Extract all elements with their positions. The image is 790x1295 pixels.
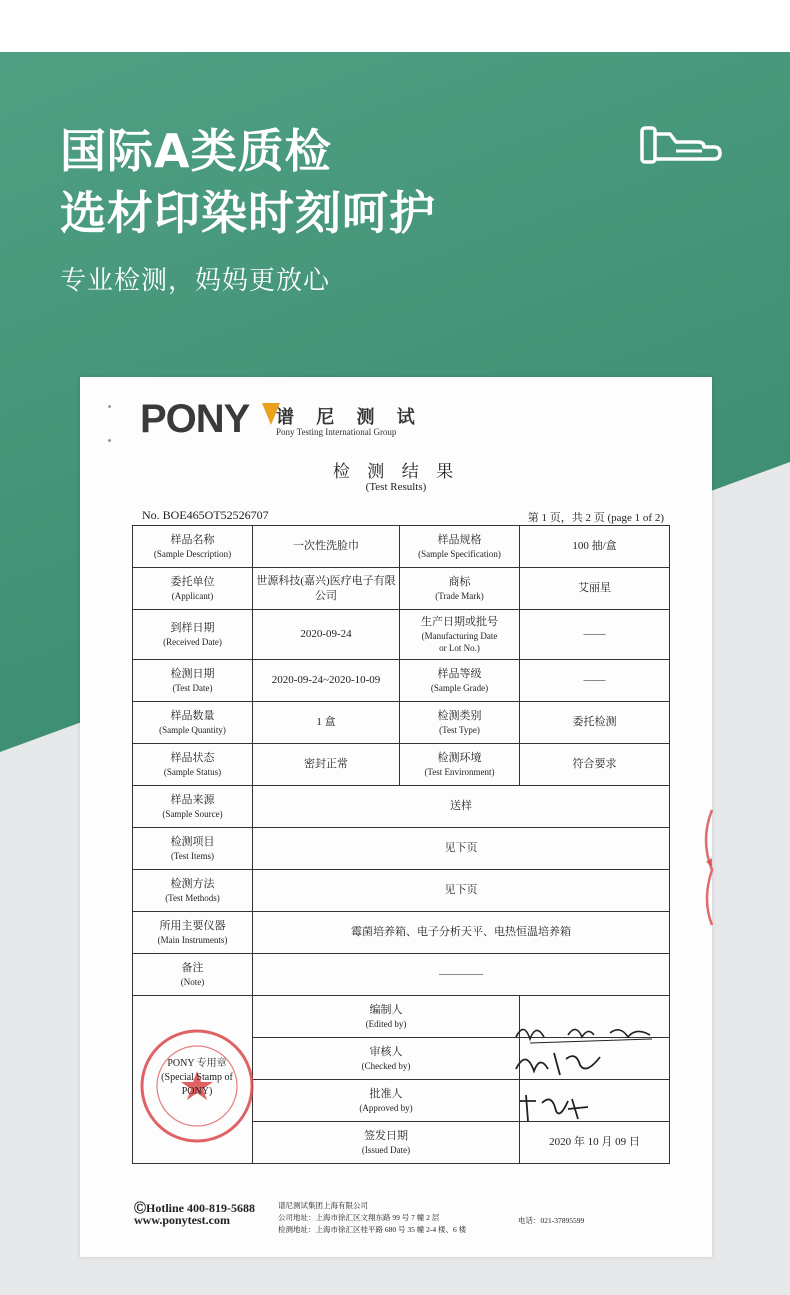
value-cell: ——	[520, 660, 670, 702]
logo-chinese-name: 谱 尼 测 试	[276, 407, 423, 428]
value-cell: 世源科技(嘉兴)医疗电子有限公司	[253, 568, 400, 610]
value-cell: 2020-09-24~2020-10-09	[253, 660, 400, 702]
table-row	[133, 870, 670, 912]
label-cell: 所用主要仪器 (Main Instruments)	[133, 912, 253, 954]
value-cell: 1 盒	[253, 702, 400, 744]
footer-hotline: ⒸHotline 400-819-5688	[134, 1201, 255, 1215]
value-cell: 见下页	[253, 870, 670, 912]
headline-line-1: 国际A类质检	[60, 124, 332, 178]
label-cell: 备注 (Note)	[133, 954, 253, 996]
hand-icon	[640, 122, 724, 170]
report-number: No. BOE465OT52526707	[142, 508, 269, 522]
report-subtitle: (Test Results)	[365, 481, 427, 493]
table-row	[133, 828, 670, 870]
value-cell: 艾丽星	[520, 568, 670, 610]
table-row	[133, 786, 670, 828]
pony-logo: PONY	[140, 397, 250, 441]
value-cell: 符合要求	[520, 744, 670, 786]
table-row	[133, 744, 670, 786]
label-cell: 签发日期 (Issued Date)	[253, 1122, 520, 1164]
table-row	[133, 954, 670, 996]
value-cell: 霉菌培养箱、电子分析天平、电热恒温培养箱	[253, 912, 670, 954]
label-cell: 批准人 (Approved by)	[253, 1080, 520, 1122]
table-row	[133, 702, 670, 744]
label-cell: 检测项目 (Test Items)	[133, 828, 253, 870]
approver-signature	[516, 1091, 596, 1123]
label-cell: 检测环境 (Test Environment)	[400, 744, 520, 786]
footer-website: www.ponytest.com	[134, 1213, 230, 1227]
logo-english-name: Pony Testing International Group	[276, 427, 397, 437]
scan-dot	[108, 439, 111, 442]
value-cell: ——	[520, 610, 670, 660]
footer-address-block: 谱尼测试集团上海有限公司 公司地址：上海市徐汇区文翔东路 99 号 7 幢 2 层 检测地址：上海市徐汇区桂平路 680 号 35 幢 2-4 楼、6 楼	[278, 1201, 467, 1234]
report-title: 检 测 结 果	[332, 462, 460, 482]
table-row	[133, 660, 670, 702]
table-row	[133, 526, 670, 568]
top-strip	[0, 0, 790, 52]
test-report-document	[80, 377, 712, 1257]
value-cell: 100 抽/盒	[520, 526, 670, 568]
value-cell: ————	[253, 954, 670, 996]
value-cell: 一次性洗脸巾	[253, 526, 400, 568]
label-cell: 样品数量 (Sample Quantity)	[133, 702, 253, 744]
label-cell: 样品状态 (Sample Status)	[133, 744, 253, 786]
value-cell: 送样	[253, 786, 670, 828]
label-cell: 审核人 (Checked by)	[253, 1038, 520, 1080]
label-cell: 样品名称 (Sample Description)	[133, 526, 253, 568]
value-cell: 见下页	[253, 828, 670, 870]
value-cell: 委托检测	[520, 702, 670, 744]
label-cell: 样品等级 (Sample Grade)	[400, 660, 520, 702]
footer-telephone: 电话：021-37895599	[518, 1216, 585, 1225]
headline-line-2: 选材印染时刻呵护	[60, 186, 436, 240]
label-cell: 检测类别 (Test Type)	[400, 702, 520, 744]
checker-signature	[510, 1045, 610, 1079]
label-cell: 检测日期 (Test Date)	[133, 660, 253, 702]
page-seam-stamp	[700, 800, 714, 930]
scan-dot	[108, 405, 111, 408]
label-cell: 样品规格 (Sample Specification)	[400, 526, 520, 568]
value-cell: 2020-09-24	[253, 610, 400, 660]
page-info: 第 1 页，共 2 页 (page 1 of 2)	[527, 512, 664, 524]
label-cell: 商标 (Trade Mark)	[400, 568, 520, 610]
label-cell: 委托单位 (Applicant)	[133, 568, 253, 610]
table-row	[133, 912, 670, 954]
value-cell: 密封正常	[253, 744, 400, 786]
table-row	[133, 568, 670, 610]
label-cell: 检测方法 (Test Methods)	[133, 870, 253, 912]
value-cell: 2020 年 10 月 09 日	[520, 1122, 670, 1164]
label-cell: 编制人 (Edited by)	[253, 996, 520, 1038]
editor-signature	[510, 1017, 660, 1047]
label-cell: 生产日期或批号 (Manufacturing Date or Lot No.)	[400, 610, 520, 660]
label-cell: 样品来源 (Sample Source)	[133, 786, 253, 828]
label-cell: 到样日期 (Received Date)	[133, 610, 253, 660]
stamp-label: PONY 专用章 (Special Stamp of PONY)	[161, 1058, 233, 1097]
table-row	[133, 610, 670, 660]
headline-subline: 专业检测，妈妈更放心	[60, 266, 331, 296]
